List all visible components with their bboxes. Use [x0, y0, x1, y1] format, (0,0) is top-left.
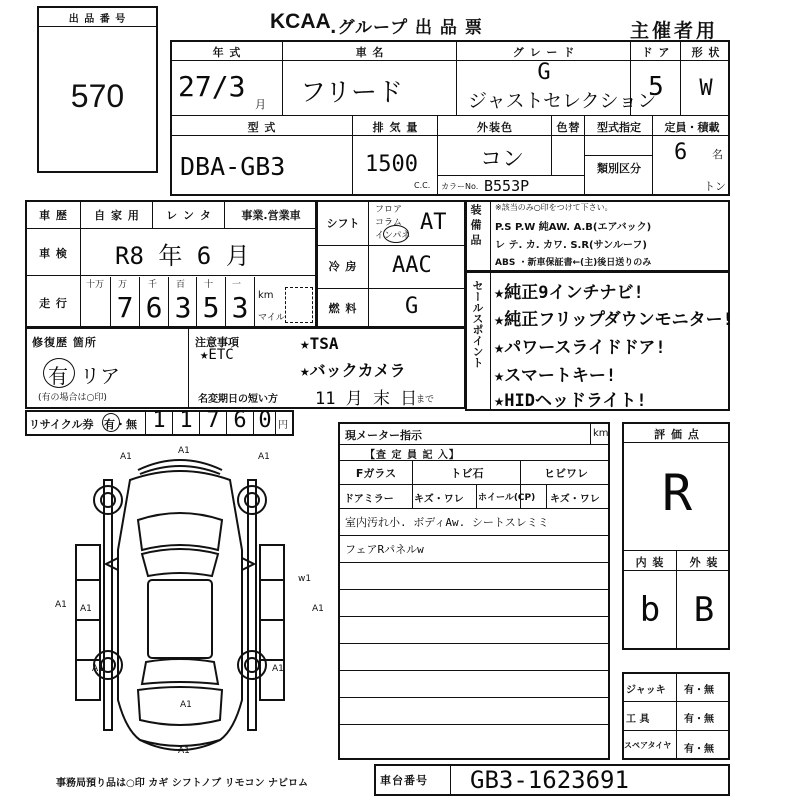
recycle-unit: 円 [278, 420, 288, 431]
recycle-digit-4: 6 [233, 408, 247, 433]
type-spec-label: 型式指定 [597, 121, 641, 134]
recycle-yes-circle [102, 413, 120, 432]
load-unit: トン [704, 180, 726, 193]
shift-value: AT [420, 210, 447, 235]
sales-point-3: ★パワースライドドア! [494, 338, 666, 358]
form-title: .グループ 出 品 票 [330, 18, 483, 38]
diagram-mark: A1 [120, 452, 132, 462]
note-item-etc: ★ETC [200, 347, 234, 363]
diagram-mark: A1 [272, 664, 284, 674]
place-100: 百 [176, 280, 186, 290]
lot-number-label: 出 品 番 号 [68, 14, 127, 25]
mileage-digit-5: 3 [231, 291, 249, 324]
lot-number: 570 [70, 78, 125, 114]
year-unit: 月 [255, 98, 266, 111]
org-brand: KCAA [270, 10, 331, 33]
lot-number-box [37, 6, 158, 173]
mileage-unit-km: km [258, 290, 274, 301]
history-option-rental[interactable]: レ ン タ [166, 209, 212, 222]
year-label: 年 式 [212, 46, 242, 59]
car-name-value: フリード [300, 78, 403, 108]
inspection-value: R8 年 6 月 [115, 242, 250, 270]
recycle-label: リサイクル券 [29, 418, 94, 431]
grade-label: グ レ ー ド [512, 46, 576, 59]
year-value: 27/3 [178, 70, 246, 103]
color-no-label: カラーNo. [441, 182, 479, 191]
accessory-spare-value: 有・無 [684, 744, 714, 755]
meter-label: 現メーター指示 [345, 429, 422, 442]
sales-point-1: ★純正9インチナビ! [494, 283, 644, 303]
mileage-unit-checkbox[interactable] [285, 287, 313, 323]
note-item-backcam: ★バックカメラ [300, 361, 406, 380]
expiry-value: 11 月 末 日 [315, 389, 418, 409]
equipment-line-3: ABS ・新車保証書←(主)後日送りのみ [495, 258, 652, 268]
diagram-mark: A1 [55, 600, 67, 610]
grade-value-2: ジャストセレクション [468, 90, 657, 112]
accessory-spare: スペアタイヤ [624, 741, 672, 750]
diagram-mark: A1 [180, 700, 192, 710]
equipment-note: ※該当のみ○印をつけて下さい。 [495, 203, 613, 212]
inspector-label: 【査 定 員 記 入】 [365, 450, 460, 461]
capacity-label: 定員・積載 [664, 121, 720, 134]
sales-points-label: セールスポイント [471, 280, 484, 368]
interior-score: b [639, 590, 661, 630]
row1-item-1: Fガラス [355, 467, 397, 480]
exterior-color-value: コン [480, 147, 525, 172]
history-option-private[interactable]: 自 家 用 [94, 209, 140, 222]
place-1k: 千 [148, 280, 158, 290]
recycle-digit-5: 0 [258, 408, 272, 433]
inspector-remark-2: フェアRパネルw [345, 543, 424, 556]
mileage-digit-1: 7 [116, 291, 134, 324]
diagram-mark: A1 [178, 746, 190, 756]
interior-label: 内 装 [635, 556, 665, 569]
notes-label: 注意事項 [195, 336, 239, 349]
diagram-mark: A1 [312, 604, 324, 614]
repair-note: (有の場合は○印) [38, 393, 107, 403]
shape-label: 形 状 [691, 46, 721, 59]
expiry-suffix: まで [416, 395, 435, 405]
diagram-mark: A1 [80, 604, 92, 614]
diagram-mark: w1 [298, 574, 312, 584]
doors-value: 5 [648, 72, 664, 102]
history-label: 車 歴 [39, 209, 68, 222]
repair-yes-circle [43, 358, 75, 388]
inspection-label: 車 検 [39, 247, 68, 260]
mileage-digits [82, 277, 254, 327]
repair-value: 有 リア [48, 364, 121, 388]
equipment-line-1: P.S P.W 純AW. A.B(エアバック) [495, 222, 652, 233]
recycle-yes-no: 有・無 [104, 418, 137, 431]
sales-point-2: ★純正フリップダウンモニター! [494, 310, 733, 330]
equipment-label: 装 備 品 [469, 204, 482, 245]
shift-option-panel[interactable]: インパネ [375, 231, 411, 241]
diagram-mark: A1 [258, 452, 270, 462]
class-label: 類別区分 [597, 162, 641, 175]
accessory-jack-value: 有・無 [684, 685, 714, 696]
car-name-label: 車 名 [355, 46, 385, 59]
row2-item-1: ドアミラー [344, 494, 394, 505]
place-1: 一 [232, 280, 242, 290]
recycle-digit-3: 7 [206, 408, 220, 433]
ac-value: AAC [392, 253, 432, 278]
fuel-label: 燃 料 [328, 302, 358, 315]
expiry-label: 名変期日の短い方 [198, 394, 278, 405]
overall-score: R [661, 464, 693, 522]
meter-unit: km [593, 428, 609, 439]
row1-item-2: トビ石 [450, 467, 484, 480]
note-item-tsa: ★TSA [300, 334, 339, 353]
displacement-label: 排 気 量 [372, 121, 419, 134]
model-value: DBA-GB3 [180, 152, 286, 181]
diagram-mark: A1 [178, 446, 190, 456]
sales-point-5: ★HIDヘッドライト! [494, 391, 647, 411]
accessory-jack: ジャッキ [626, 685, 666, 696]
sales-point-4: ★スマートキー! [494, 366, 617, 386]
mileage-digit-3: 3 [174, 291, 192, 324]
fuel-value: G [405, 294, 419, 319]
diagram-mark: A1 [92, 664, 104, 674]
equipment-line-2: レ テ. カ. カワ. S.R(サンルーフ) [495, 240, 647, 251]
row2-item-3: ホイール(CP) [478, 493, 536, 503]
capacity-unit: 名 [712, 148, 723, 161]
displacement-value: 1500 [365, 152, 418, 177]
place-10k: 万 [118, 280, 128, 290]
recycle-digit-2: 1 [179, 408, 193, 433]
doors-label: ド ア [641, 46, 671, 59]
accessory-tools: 工 具 [626, 714, 650, 725]
mileage-label: 走 行 [39, 297, 68, 310]
shape-value: W [699, 76, 713, 101]
exterior-color-label: 外装色 [477, 121, 513, 134]
score-label: 評 価 点 [654, 428, 700, 441]
chassis-value: GB3-1623691 [470, 766, 629, 794]
copy-label: 主催者用 [630, 20, 719, 42]
inspector-remark-1: 室内汚れ小. ボディAw. シートスレミミ [345, 516, 549, 529]
model-label: 型 式 [247, 121, 277, 134]
shift-option-floor[interactable]: フロア [375, 205, 403, 215]
recycle-digit-1: 1 [152, 408, 166, 433]
place-10: 十 [204, 280, 214, 290]
exterior-label: 外 装 [689, 556, 719, 569]
color-no-value: B553P [484, 177, 530, 195]
shift-selected-circle [383, 225, 409, 243]
car-condition-diagram [20, 440, 340, 780]
row1-item-3: ヒビワレ [544, 467, 588, 480]
ac-label: 冷 房 [328, 260, 358, 273]
accessory-tools-value: 有・無 [684, 714, 714, 725]
capacity-value: 6 [674, 140, 688, 165]
displacement-unit: C.C. [414, 181, 431, 190]
mileage-digit-4: 5 [202, 291, 220, 324]
grade-value-1: G [537, 60, 551, 85]
mileage-unit-mile: マイル [258, 313, 285, 323]
place-100k: 十万 [86, 280, 105, 290]
office-note: 事務局預り品は○印 カギ シフトノブ リモコン ナビロム [56, 778, 309, 789]
row2-item-2: キズ・ワレ [414, 494, 464, 505]
color-change-label: 色替 [556, 121, 581, 134]
repair-label: 修復歴 箇所 [32, 336, 97, 349]
history-option-commercial[interactable]: 事業.営業車 [241, 209, 301, 222]
shift-label: シフト [326, 217, 360, 230]
row2-item-4: キズ・ワレ [550, 494, 600, 505]
shift-option-column[interactable]: コラム [375, 218, 402, 228]
chassis-label: 車台番号 [380, 774, 428, 787]
mileage-digit-2: 6 [145, 291, 163, 324]
exterior-score: B [693, 590, 715, 630]
